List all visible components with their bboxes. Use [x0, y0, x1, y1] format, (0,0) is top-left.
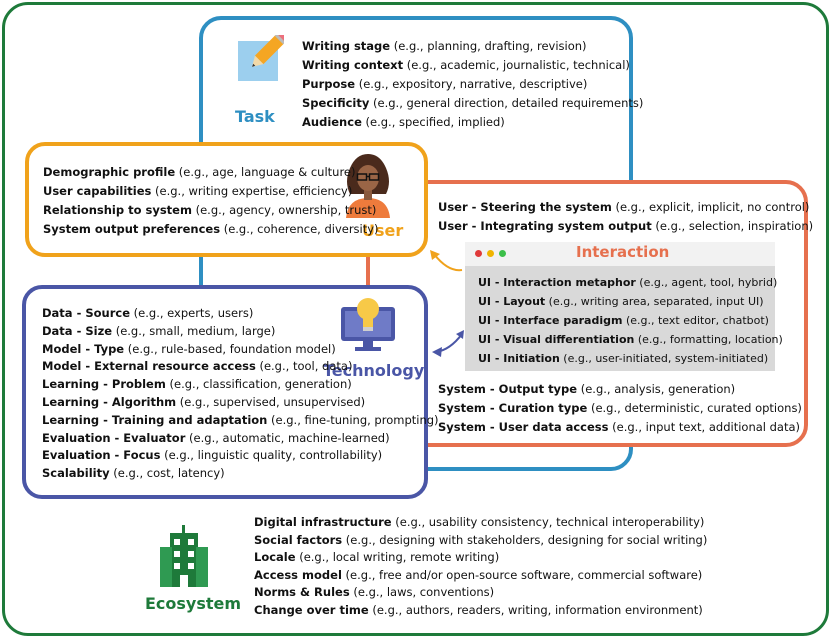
list-item — [254, 602, 707, 620]
list-item — [42, 430, 439, 448]
item-label: User - Integrating system output — [438, 219, 652, 233]
curved-arrow-icon — [426, 246, 466, 274]
item-label: UI - Visual differentiation — [478, 333, 635, 346]
list-item — [302, 113, 643, 132]
item-label: Norms & Rules — [254, 585, 350, 599]
list-item — [302, 56, 643, 75]
item-description: (e.g., deterministic, curated options) — [587, 401, 802, 415]
list-item — [254, 532, 707, 550]
item-label: Audience — [302, 115, 362, 129]
item-description: (e.g., writing expertise, efficiency) — [151, 184, 353, 198]
system-list — [438, 380, 802, 437]
item-description: (e.g., general direction, detailed requirements) — [369, 96, 644, 110]
item-description: (e.g., local writing, remote writing) — [295, 550, 500, 564]
item-description: (e.g., small, medium, large) — [112, 323, 276, 338]
item-description: (e.g., agent, tool, hybrid) — [635, 276, 778, 289]
technology-title: Technology — [323, 361, 425, 380]
item-label: Data - Source — [42, 306, 131, 320]
list-item — [42, 323, 439, 341]
task-list — [302, 37, 643, 132]
item-label: Social factors — [254, 532, 343, 547]
item-description: (e.g., input text, additional data) — [608, 420, 801, 434]
item-label: Learning - Training and adaptation — [42, 412, 268, 427]
list-item — [42, 465, 439, 483]
item-description: (e.g., text editor, chatbot) — [622, 314, 769, 327]
item-description: (e.g., tool, data) — [255, 359, 353, 374]
item-label: Digital infrastructure — [254, 515, 392, 529]
item-label: Purpose — [302, 77, 356, 91]
interaction-title: Interaction — [576, 243, 670, 261]
list-item — [478, 273, 783, 292]
item-description: (e.g., academic, journalistic, technical) — [403, 58, 630, 72]
item-description: (e.g., coherence, diversity) — [220, 222, 379, 236]
item-label: System - User data access — [438, 420, 609, 434]
item-description: (e.g., designing with stakeholders, designing for social writing) — [342, 532, 708, 547]
list-item — [478, 349, 783, 368]
item-label: UI - Layout — [478, 295, 546, 308]
item-label: UI - Interface paradigm — [478, 314, 623, 327]
list-item — [42, 447, 439, 465]
list-item — [43, 163, 379, 182]
pencil-icon — [236, 35, 284, 83]
list-item — [42, 358, 439, 376]
item-description: (e.g., agency, ownership, trust) — [191, 203, 377, 217]
item-description: (e.g., rule-based, foundation model) — [124, 341, 336, 356]
item-label: Specificity — [302, 96, 370, 110]
item-description: (e.g., linguistic quality, controllability) — [160, 448, 383, 463]
list-item — [43, 220, 379, 239]
item-description: (e.g., formatting, location) — [634, 333, 783, 346]
item-label: Scalability — [42, 466, 110, 481]
interaction-user-list — [438, 198, 813, 236]
item-description: (e.g., analysis, generation) — [577, 382, 736, 396]
item-description: (e.g., user-initiated, system-initiated) — [559, 352, 769, 365]
list-item — [254, 514, 707, 532]
item-description: (e.g., fine-tuning, prompting) — [267, 412, 439, 427]
item-label: Evaluation - Evaluator — [42, 430, 186, 445]
list-item — [438, 198, 813, 217]
item-label: Writing context — [302, 58, 404, 72]
list-item — [478, 292, 783, 311]
item-label: User capabilities — [43, 184, 152, 198]
item-label: Model - Type — [42, 341, 125, 356]
item-label: Access model — [254, 567, 342, 582]
item-description: (e.g., specified, implied) — [361, 115, 505, 129]
item-label: Evaluation - Focus — [42, 448, 161, 463]
item-description: (e.g., writing area, separated, input UI) — [545, 295, 764, 308]
item-label: Relationship to system — [43, 203, 192, 217]
item-description: (e.g., cost, latency) — [109, 466, 225, 481]
list-item — [43, 201, 379, 220]
item-label: System output preferences — [43, 222, 221, 236]
item-label: Change over time — [254, 602, 369, 617]
item-description: (e.g., laws, conventions) — [349, 585, 495, 599]
list-item — [302, 37, 643, 56]
item-description: (e.g., explicit, implicit, no control) — [611, 200, 810, 214]
item-description: (e.g., usability consistency, technical interoperability) — [391, 515, 705, 529]
item-description: (e.g., free and/or open-source software, commercial software) — [341, 567, 703, 582]
ecosystem-title: Ecosystem — [145, 594, 242, 613]
item-description: (e.g., age, language & culture) — [175, 165, 356, 179]
list-item — [42, 376, 439, 394]
item-label: Locale — [254, 550, 296, 564]
list-item — [302, 75, 643, 94]
item-label: User - Steering the system — [438, 200, 612, 214]
item-description: (e.g., authors, readers, writing, information environment) — [368, 602, 703, 617]
list-item — [42, 341, 439, 359]
building-icon — [160, 525, 208, 587]
ui-panel — [465, 242, 783, 371]
list-item — [254, 549, 707, 567]
item-description: (e.g., selection, inspiration) — [651, 219, 814, 233]
item-label: Model - External resource access — [42, 359, 256, 374]
item-label: UI - Initiation — [478, 352, 560, 365]
ecosystem-list — [254, 514, 707, 619]
list-item — [478, 330, 783, 349]
item-label: Demographic profile — [43, 165, 176, 179]
item-description: (e.g., supervised, unsupervised) — [176, 394, 366, 409]
item-description: (e.g., expository, narrative, descriptive) — [355, 77, 588, 91]
item-description: (e.g., classification, generation) — [165, 377, 352, 392]
item-label: System - Output type — [438, 382, 578, 396]
list-item — [302, 94, 643, 113]
list-item — [438, 217, 813, 236]
list-item — [478, 311, 783, 330]
item-description: (e.g., experts, users) — [130, 306, 254, 320]
item-description: (e.g., automatic, machine-learned) — [185, 430, 390, 445]
item-label: UI - Interaction metaphor — [478, 276, 636, 289]
list-item — [42, 394, 439, 412]
item-label: Learning - Problem — [42, 377, 166, 392]
user-title: User — [362, 221, 404, 240]
task-title: Task — [235, 107, 275, 126]
list-item — [42, 305, 439, 323]
user-list — [43, 163, 379, 239]
list-item — [438, 418, 802, 437]
list-item — [42, 412, 439, 430]
ui-list — [478, 273, 783, 368]
technology-list — [42, 305, 439, 483]
list-item — [438, 380, 802, 399]
item-label: Data - Size — [42, 323, 113, 338]
list-item — [43, 182, 379, 201]
list-item — [254, 567, 707, 585]
list-item — [438, 399, 802, 418]
item-label: Learning - Algorithm — [42, 394, 177, 409]
ui-panel-header — [465, 242, 775, 266]
item-label: Writing stage — [302, 39, 391, 53]
list-item — [254, 584, 707, 602]
item-label: System - Curation type — [438, 401, 588, 415]
item-description: (e.g., planning, drafting, revision) — [390, 39, 587, 53]
